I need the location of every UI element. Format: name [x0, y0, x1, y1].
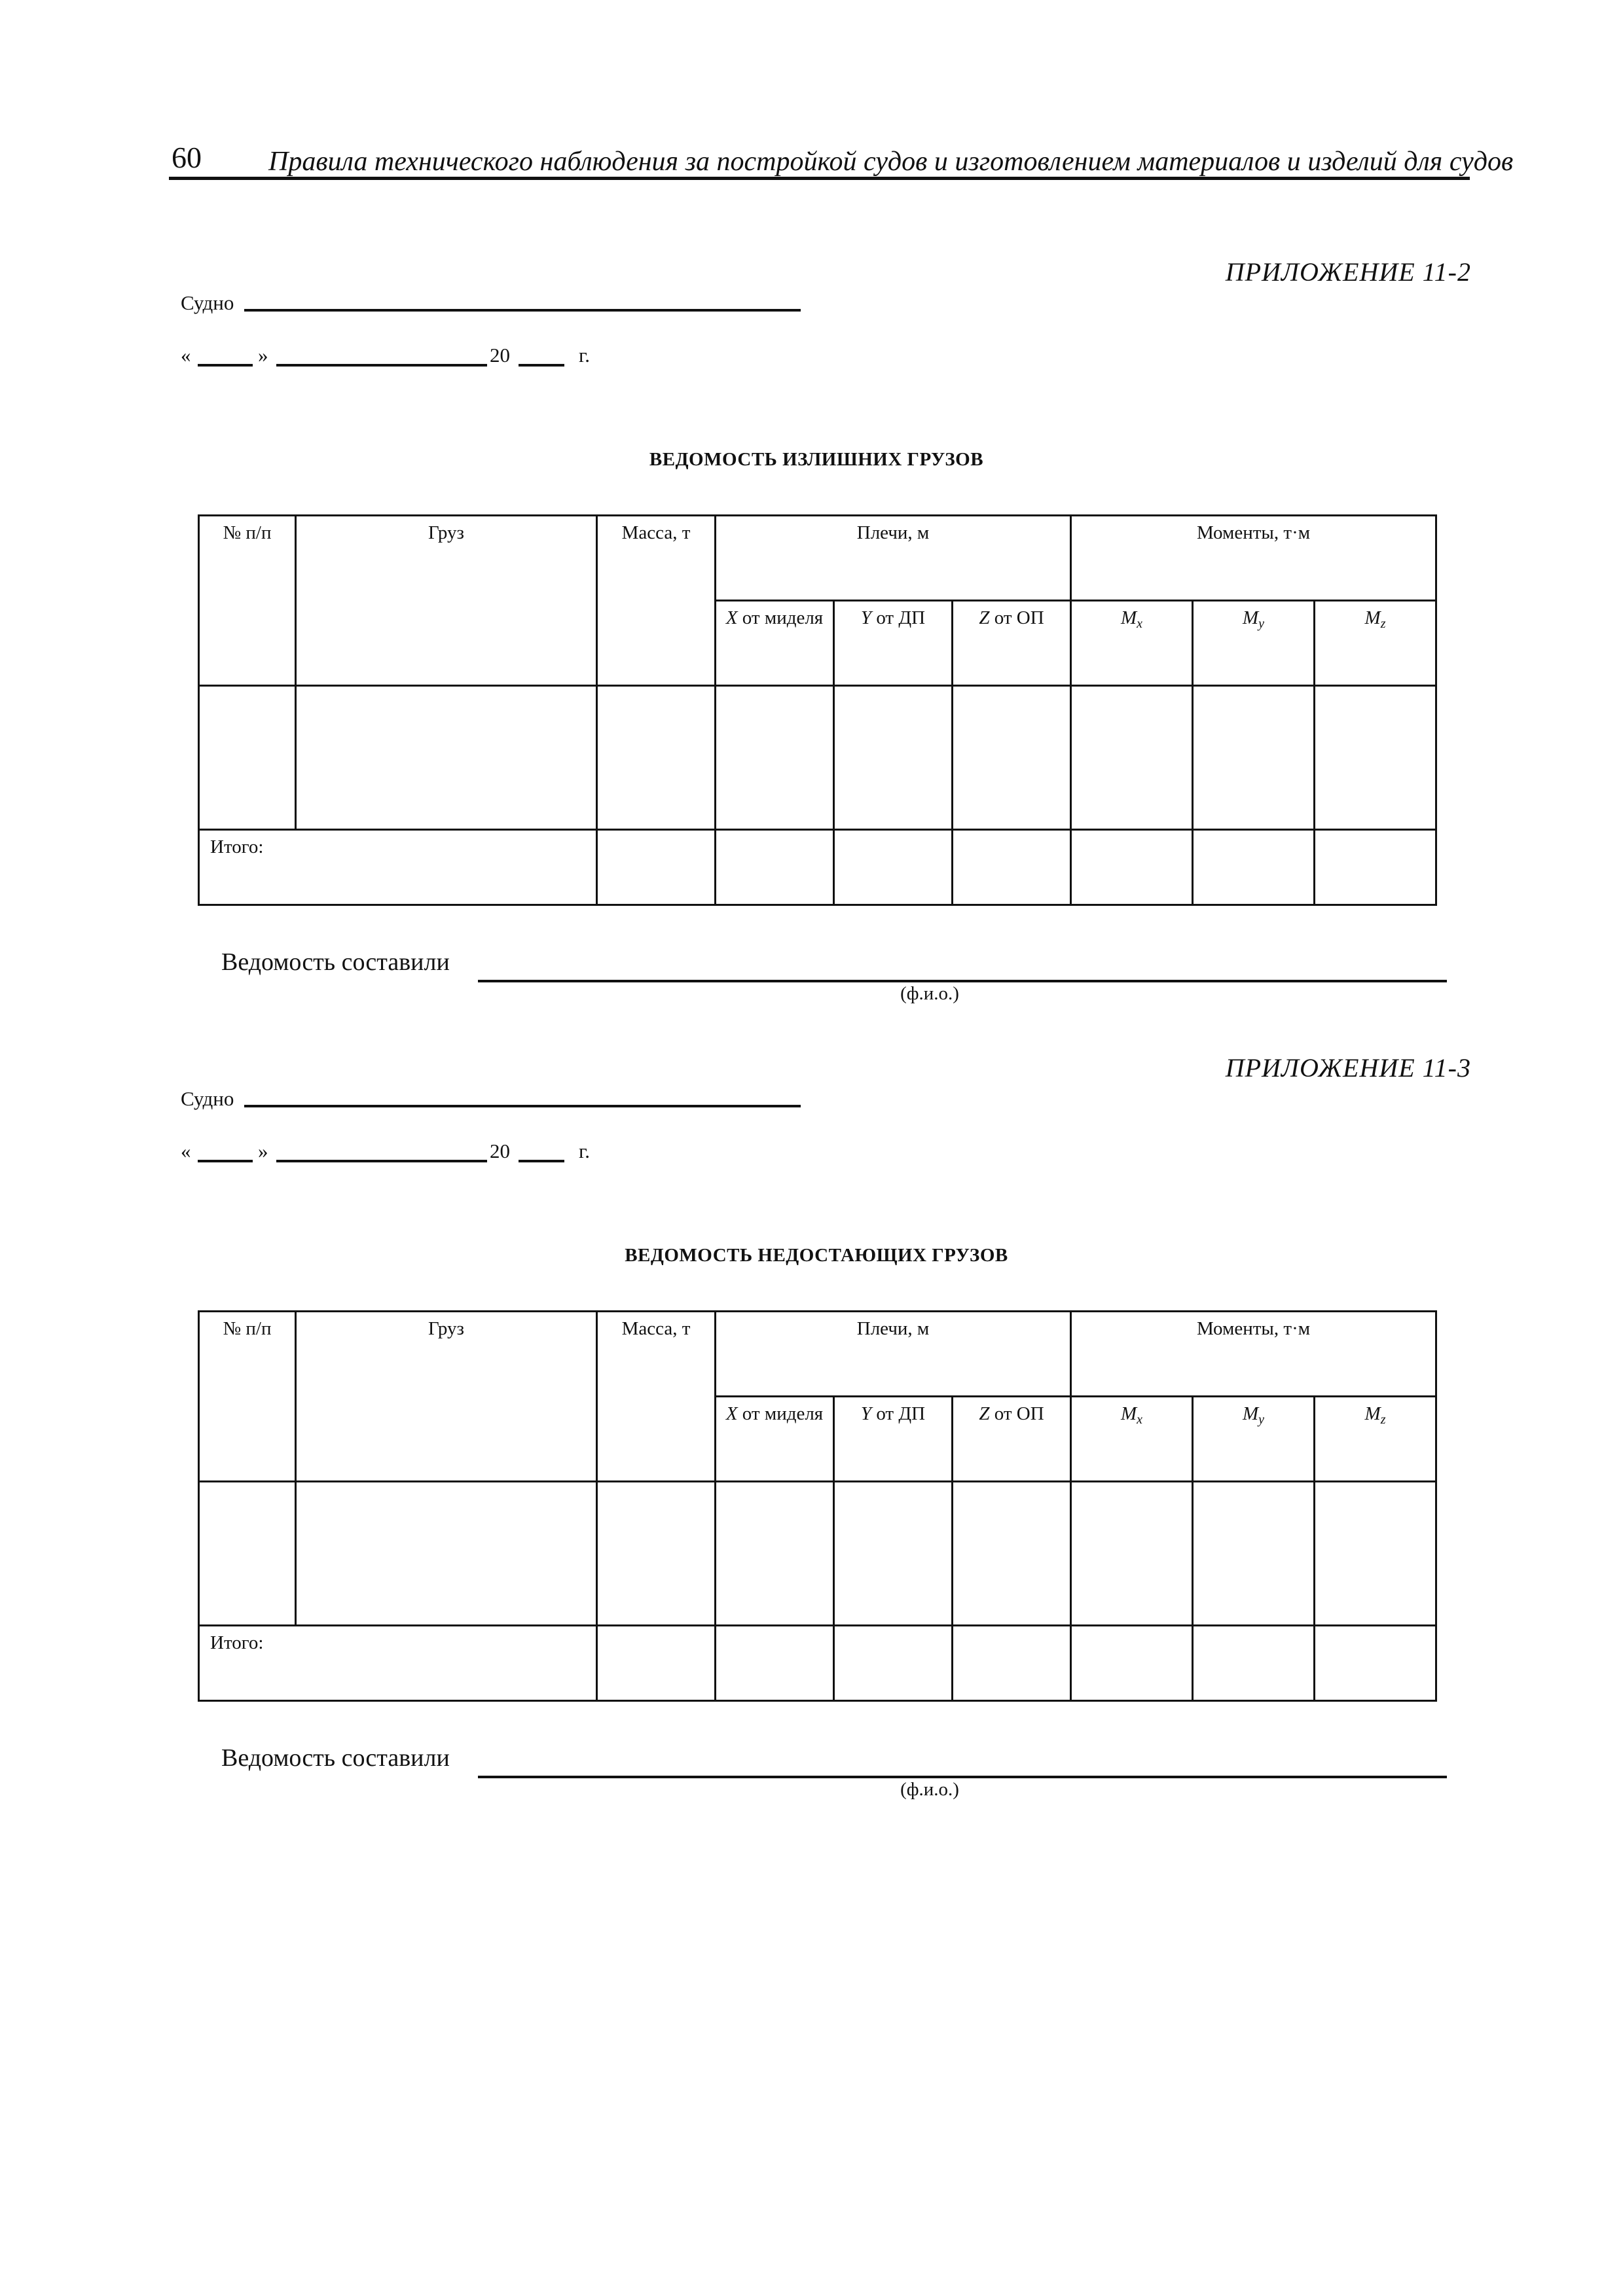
table-row — [199, 686, 1436, 830]
total-mass[interactable] — [597, 1626, 716, 1701]
total-arm-x[interactable] — [716, 830, 834, 905]
date-day-line[interactable] — [198, 1160, 253, 1162]
total-row — [199, 1626, 1436, 1701]
col-header-arms: Плечи, м — [716, 516, 1071, 601]
var-x: X — [725, 1403, 738, 1424]
col-header-arms: Плечи, м — [716, 1312, 1071, 1397]
vessel-label: Судно — [181, 1087, 234, 1110]
cell-cargo[interactable] — [296, 686, 597, 830]
date-year-line[interactable] — [519, 1160, 564, 1162]
col-header-number: № п/п — [199, 516, 296, 686]
var-z: Z — [979, 1403, 990, 1424]
cell-moment-z[interactable] — [1315, 686, 1436, 830]
col-header-cargo: Груз — [296, 516, 597, 686]
col-header-moment-z — [1315, 601, 1436, 686]
date-open-quote: « — [181, 344, 191, 367]
form-title: ВЕДОМОСТЬ НЕДОСТАЮЩИХ ГРУЗОВ — [625, 1245, 1008, 1266]
var-z: Z — [979, 607, 990, 628]
arm-z-text: от ОП — [989, 1403, 1044, 1424]
date-year-prefix: 20 — [490, 344, 510, 367]
date-suffix: г. — [579, 1139, 590, 1162]
appendix-label: ПРИЛОЖЕНИЕ 11-2 — [1225, 257, 1471, 287]
moment-symbol: M — [1121, 1403, 1137, 1424]
cell-arm-y[interactable] — [834, 1482, 953, 1626]
page-number: 60 — [172, 141, 202, 174]
moment-symbol: M — [1243, 607, 1259, 628]
date-close-quote: » — [258, 1139, 268, 1162]
total-mass[interactable] — [597, 830, 716, 905]
cell-arm-x[interactable] — [716, 686, 834, 830]
total-arm-y[interactable] — [834, 1626, 953, 1701]
signature-label: Ведомость составили — [221, 1744, 450, 1772]
cell-moment-y[interactable] — [1193, 686, 1315, 830]
arm-x-text: от миделя — [737, 1403, 824, 1424]
var-x: X — [725, 607, 738, 628]
cell-mass[interactable] — [597, 1482, 716, 1626]
cell-mass[interactable] — [597, 686, 716, 830]
total-moment-x[interactable] — [1071, 830, 1193, 905]
date-year-prefix: 20 — [490, 1139, 510, 1162]
signature-line[interactable] — [478, 1776, 1447, 1778]
col-header-arm-z — [953, 601, 1071, 686]
cargo-table — [198, 514, 1437, 906]
date-close-quote: » — [258, 344, 268, 367]
moment-symbol: M — [1364, 1403, 1381, 1424]
total-arm-y[interactable] — [834, 830, 953, 905]
moment-subscript-x: x — [1137, 617, 1143, 631]
date-day-line[interactable] — [198, 364, 253, 367]
col-header-number: № п/п — [199, 1312, 296, 1482]
cell-arm-z[interactable] — [953, 686, 1071, 830]
form-title: ВЕДОМОСТЬ ИЗЛИШНИХ ГРУЗОВ — [649, 449, 984, 470]
total-moment-y[interactable] — [1193, 830, 1315, 905]
signature-note: (ф.и.о.) — [900, 983, 959, 1004]
col-header-mass: Масса, т — [597, 1312, 716, 1482]
vessel-name-line[interactable] — [244, 309, 801, 312]
cell-moment-z[interactable] — [1315, 1482, 1436, 1626]
col-header-moments: Моменты, т·м — [1071, 516, 1436, 601]
col-header-moments: Моменты, т·м — [1071, 1312, 1436, 1397]
moment-symbol: M — [1121, 607, 1137, 628]
col-header-moment-y — [1193, 601, 1315, 686]
col-header-moment-z — [1315, 1397, 1436, 1482]
cell-moment-y[interactable] — [1193, 1482, 1315, 1626]
moment-subscript-x: x — [1137, 1412, 1143, 1427]
total-moment-z[interactable] — [1315, 830, 1436, 905]
appendix-label: ПРИЛОЖЕНИЕ 11-3 — [1225, 1053, 1471, 1083]
date-year-line[interactable] — [519, 364, 564, 367]
running-title: Правила технического наблюдения за постройкой судов и изготовлением материалов и изделий для судов — [268, 147, 1514, 177]
signature-line[interactable] — [478, 980, 1447, 982]
moment-symbol: M — [1243, 1403, 1259, 1424]
total-row — [199, 830, 1436, 905]
signature-note: (ф.и.о.) — [900, 1779, 959, 1800]
col-header-mass: Масса, т — [597, 516, 716, 686]
total-arm-x[interactable] — [716, 1626, 834, 1701]
col-header-cargo: Груз — [296, 1312, 597, 1482]
total-label: Итого: — [199, 1626, 597, 1701]
moment-subscript-y: y — [1258, 1412, 1265, 1427]
col-header-arm-z — [953, 1397, 1071, 1482]
cell-number[interactable] — [199, 1482, 296, 1626]
moment-symbol: M — [1364, 607, 1381, 628]
col-header-arm-x — [716, 601, 834, 686]
col-header-moment-x — [1071, 601, 1193, 686]
signature-label: Ведомость составили — [221, 948, 450, 976]
arm-y-text: от ДП — [871, 607, 926, 628]
total-moment-z[interactable] — [1315, 1626, 1436, 1701]
col-header-arm-y — [834, 601, 953, 686]
total-arm-z[interactable] — [953, 830, 1071, 905]
total-moment-y[interactable] — [1193, 1626, 1315, 1701]
col-header-moment-x — [1071, 1397, 1193, 1482]
moment-subscript-y: y — [1258, 617, 1265, 631]
vessel-label: Судно — [181, 291, 234, 314]
cargo-table — [198, 1310, 1437, 1702]
total-moment-x[interactable] — [1071, 1626, 1193, 1701]
vessel-name-line[interactable] — [244, 1105, 801, 1107]
date-open-quote: « — [181, 1139, 191, 1162]
col-header-moment-y — [1193, 1397, 1315, 1482]
moment-subscript-z: z — [1380, 617, 1386, 631]
cell-arm-z[interactable] — [953, 1482, 1071, 1626]
date-suffix: г. — [579, 344, 590, 367]
cell-arm-x[interactable] — [716, 1482, 834, 1626]
total-label: Итого: — [199, 830, 597, 905]
date-month-line[interactable] — [276, 364, 487, 367]
col-header-arm-y — [834, 1397, 953, 1482]
arm-x-text: от миделя — [737, 607, 824, 628]
arm-z-text: от ОП — [989, 607, 1044, 628]
col-header-arm-x — [716, 1397, 834, 1482]
table-row — [199, 1482, 1436, 1626]
var-y: Y — [860, 1403, 872, 1424]
arm-y-text: от ДП — [871, 1403, 926, 1424]
date-month-line[interactable] — [276, 1160, 487, 1162]
cell-arm-y[interactable] — [834, 686, 953, 830]
cell-cargo[interactable] — [296, 1482, 597, 1626]
cell-moment-x[interactable] — [1071, 1482, 1193, 1626]
var-y: Y — [860, 607, 872, 628]
cell-number[interactable] — [199, 686, 296, 830]
total-arm-z[interactable] — [953, 1626, 1071, 1701]
header-rule — [169, 177, 1470, 180]
moment-subscript-z: z — [1380, 1412, 1386, 1427]
cell-moment-x[interactable] — [1071, 686, 1193, 830]
